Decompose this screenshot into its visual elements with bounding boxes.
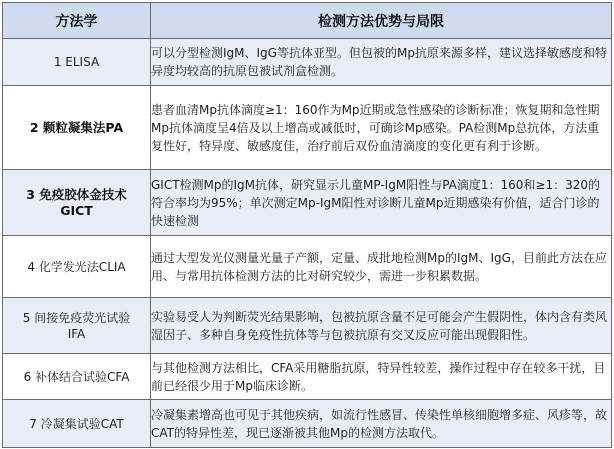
method-line-1: 5 间接免疫荧光试验	[22, 310, 131, 325]
description-cell: GICT检测Mp的IgM抗体，研究显示儿童MP-IgM阳性与PA滴度1：160和≥1：320的符合率均为95%；单次测定Mp-IgM阳性对诊断儿童Mp近期感染有价值，适合门诊的快速检测	[151, 170, 612, 236]
method-cell: 1 ELISA	[3, 39, 151, 86]
method-line-2: IFA	[67, 326, 86, 341]
table-row	[3, 298, 612, 354]
method-cell: 6 补体结合试验CFA	[3, 354, 151, 400]
header-row	[3, 3, 612, 39]
table-row	[3, 86, 612, 170]
description-cell: 患者血清Mp抗体滴度≥1：160作为Mp近期或急性感染的诊断标准；恢复期和急性期Mp抗体滴度呈4倍及以上增高或减低时，可确诊Mp感染。PA检测Mp总抗体，方法重复性好，特异度、敏感度佳，治疗前后双份血清滴度的变化更有利于诊断。	[151, 86, 612, 170]
table-row	[3, 236, 612, 298]
description-cell: 冷凝集素增高也可见于其他疾病，如流行性感冒、传染性单核细胞增多症、风疹等，故CAT的特异性差，现已逐渐被其他Mp的检测方法取代。	[151, 400, 612, 448]
header-description: 检测方法优势与局限	[151, 3, 612, 39]
methods-table	[2, 2, 612, 448]
description-cell: 通过大型发光仪测量光量子产额，定量、成批地检测Mp的IgM、IgG，目前此方法在应用、与常用抗体检测方法的比对研究较少，需进一步积累数据。	[151, 236, 612, 298]
method-line-2: GICT	[60, 202, 93, 218]
table-row	[3, 354, 612, 400]
method-cell	[3, 298, 151, 354]
table-row	[3, 400, 612, 448]
description-cell: 实验易受人为判断荧光结果影响，包被抗原含量不足可能会产生假阴性，体内含有类风湿因子、多种自身免疫性抗体等与包被抗原有交叉反应可能出现假阳性。	[151, 298, 612, 354]
method-cell: 4 化学发光法CLIA	[3, 236, 151, 298]
description-cell: 可以分型检测IgM、IgG等抗体亚型。但包被的Mp抗原来源多样，建议选择敏感度和特异度均较高的抗原包被试剂盒检测。	[151, 39, 612, 86]
method-cell: 7 冷凝集试验CAT	[3, 400, 151, 448]
header-method: 方法学	[3, 3, 151, 39]
table-row	[3, 170, 612, 236]
table-row	[3, 39, 612, 86]
method-line-1: 3 免疫胶体金技术	[26, 186, 127, 202]
method-cell	[3, 170, 151, 236]
method-cell: 2 颗粒凝集法PA	[3, 86, 151, 170]
description-cell: 与其他检测方法相比，CFA采用糖脂抗原，特异性较差，操作过程中存在较多干扰，目前已经很少用于Mp临床诊断。	[151, 354, 612, 400]
